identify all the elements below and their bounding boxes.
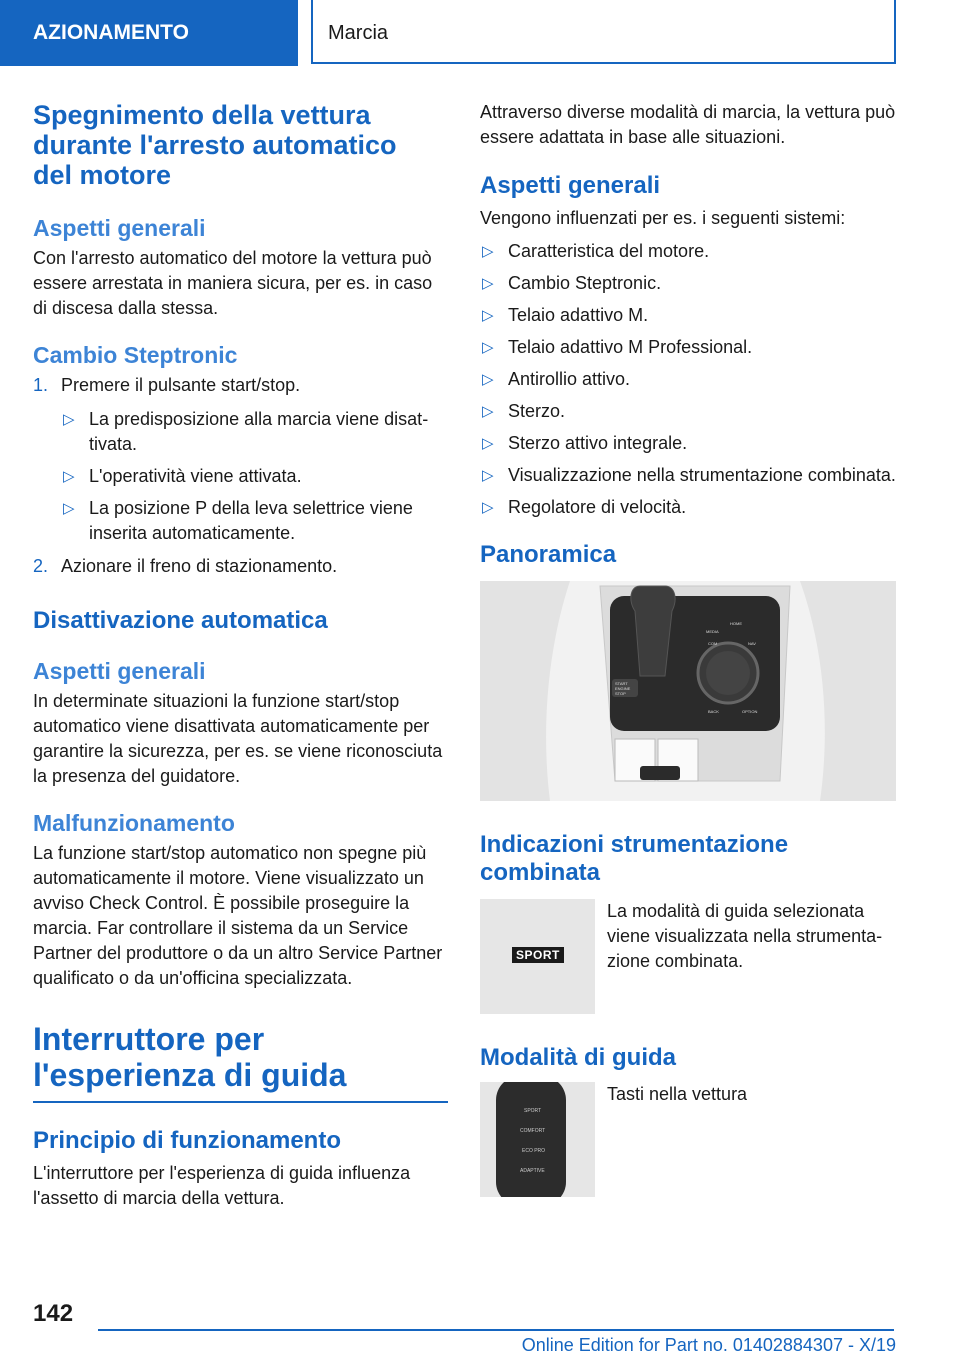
mode-button-eco-pro: ECO PRO <box>522 1148 546 1154</box>
sport-badge: SPORT <box>512 947 564 963</box>
heading-cambio-steptronic: Cambio Steptronic <box>33 342 238 368</box>
paragraph-aspetti-generali-1: Con l'arresto automatico del motore la vettura può essere arrestata in maniera sicura, per es. in caso di discesa dalla stessa. <box>33 248 433 318</box>
triangle-bullet-icon: ▷ <box>63 468 75 485</box>
system-item <box>480 239 896 264</box>
paragraph-principio: L'interruttore per l'esperienza di guida influenza l'assetto di marcia della vettura. <box>33 1163 411 1208</box>
triangle-bullet-icon: ▷ <box>63 411 75 428</box>
system-text: Telaio adattivo M. <box>508 305 649 325</box>
triangle-bullet-icon: ▷ <box>482 435 494 452</box>
triangle-bullet-icon: ▷ <box>482 275 494 292</box>
chapter-heading-block <box>33 1021 448 1103</box>
system-item <box>480 271 896 296</box>
paragraph-aspetti-r: Vengono influenzati per es. i seguenti sistemi: <box>480 208 846 228</box>
triangle-bullet-icon: ▷ <box>482 339 494 356</box>
mode-button-sport: SPORT <box>524 1108 542 1114</box>
heading-indicazioni: Indicazioni strumentazione combinata <box>480 831 789 886</box>
substep-text: La predisposizione alla marcia viene disattivata. <box>89 409 429 454</box>
paragraph-modalita: Tasti nella vettura <box>607 1084 748 1104</box>
step-number: 2. <box>33 556 49 576</box>
mode-button-adaptive: ADAPTIVE <box>520 1168 545 1174</box>
footer-divider <box>98 1329 894 1331</box>
triangle-bullet-icon: ▷ <box>482 403 494 420</box>
triangle-bullet-icon: ▷ <box>482 499 494 516</box>
triangle-bullet-icon: ▷ <box>63 500 75 517</box>
triangle-bullet-icon: ▷ <box>482 307 494 324</box>
system-text: Cambio Steptronic. <box>508 273 662 293</box>
system-text: Sterzo. <box>508 401 566 421</box>
console-illustration <box>480 581 896 801</box>
mode-button-comfort: COMFORT <box>520 1128 546 1134</box>
substep-text: L'operatività viene attivata. <box>89 466 302 486</box>
step-item <box>33 554 448 579</box>
paragraph-aspetti-generali-2: In determinate situazioni la funzione start/stop automatico viene disattivata automaticamente per garantire la sicurezza, per es. se viene riconosciuta la presenza del guidatore. <box>33 691 443 786</box>
indicazioni-block <box>480 899 896 1014</box>
heading-panoramica: Panoramica <box>480 541 617 568</box>
step-text: Premere il pulsante start/stop. <box>61 375 301 395</box>
system-text: Caratteristica del motore. <box>508 241 710 261</box>
system-item <box>480 399 896 424</box>
system-item <box>480 367 896 392</box>
heading-aspetti-generali-r: Aspetti generali <box>480 172 661 199</box>
step-number: 1. <box>33 375 49 395</box>
substep-item <box>61 464 448 489</box>
triangle-bullet-icon: ▷ <box>482 467 494 484</box>
system-item <box>480 431 896 456</box>
heading-aspetti-generali-2: Aspetti generali <box>33 658 206 684</box>
console-label-back: BACK <box>708 709 719 714</box>
heading-modalita: Modalità di guida <box>480 1044 676 1071</box>
system-item <box>480 335 896 360</box>
substep-item <box>61 407 448 457</box>
substep-text: La posizione P della leva selettrice viene inserita automaticamente. <box>89 498 413 543</box>
paragraph-malfunzionamento: La funzione start/stop automatico non spegne più automaticamente il motore. Viene visualizzato un avviso Check Control. È possibile proseguire la marcia. Far controllare il sistema da un Service Partner del produttore o da un altro Service Partner qualificato o da un'officina specializzata. <box>33 843 443 988</box>
steps-list <box>33 373 448 579</box>
systems-list <box>480 239 896 520</box>
substeps-list <box>61 407 448 546</box>
page-number: 142 <box>33 1300 74 1327</box>
system-item <box>480 303 896 328</box>
triangle-bullet-icon: ▷ <box>482 243 494 260</box>
header-topic: Marcia <box>311 0 896 64</box>
step-text: Azionare il freno di stazionamento. <box>61 556 338 576</box>
system-text: Regolatore di velocità. <box>508 497 687 517</box>
step-item <box>33 373 448 546</box>
paragraph-intro: Attraverso diverse modalità di marcia, la vettura può essere adattata in base alle situazioni. <box>480 102 896 147</box>
heading-malfunzionamento: Malfunzionamento <box>33 810 235 836</box>
system-text: Antirollio attivo. <box>508 369 631 389</box>
right-column <box>480 100 896 1197</box>
console-label-media: MEDIA <box>706 629 719 634</box>
heading-interruttore: Interruttore per l'esperienza di guida <box>33 1021 347 1093</box>
console-label-home: HOME <box>730 621 742 626</box>
mode-buttons-image <box>480 1082 595 1197</box>
system-item <box>480 463 896 488</box>
paragraph-indicazioni: La modalità di guida selezionata viene visualizzata nella strumentazione combinata. <box>607 901 883 971</box>
system-item <box>480 495 896 520</box>
system-text: Visualizzazione nella strumentazione combinata. <box>508 465 896 485</box>
system-text: Sterzo attivo integrale. <box>508 433 688 453</box>
heading-aspetti-generali-1: Aspetti generali <box>33 215 206 241</box>
console-label-option: OPTION <box>742 709 758 714</box>
system-text: Telaio adattivo M Professional. <box>508 337 753 357</box>
console-label-nav: NAV <box>748 641 756 646</box>
sport-display-image <box>480 899 595 1014</box>
heading-spegnimento: Spegnimento della vettura durante l'arresto automatico del motore <box>33 100 397 190</box>
console-label-start: START ENGINE STOP <box>615 681 631 696</box>
triangle-bullet-icon: ▷ <box>482 371 494 388</box>
console-label-com: COM <box>708 641 718 646</box>
substep-item <box>61 496 448 546</box>
header-section: AZIONAMENTO <box>0 0 298 66</box>
console-image <box>480 581 896 801</box>
heading-principio: Principio di funzionamento <box>33 1127 341 1154</box>
footer-edition: Online Edition for Part no. 01402884307 - X/19 <box>521 1335 896 1355</box>
modalita-block <box>480 1082 896 1197</box>
left-column <box>33 100 448 1211</box>
heading-disattivazione: Disattivazione automatica <box>33 607 328 634</box>
